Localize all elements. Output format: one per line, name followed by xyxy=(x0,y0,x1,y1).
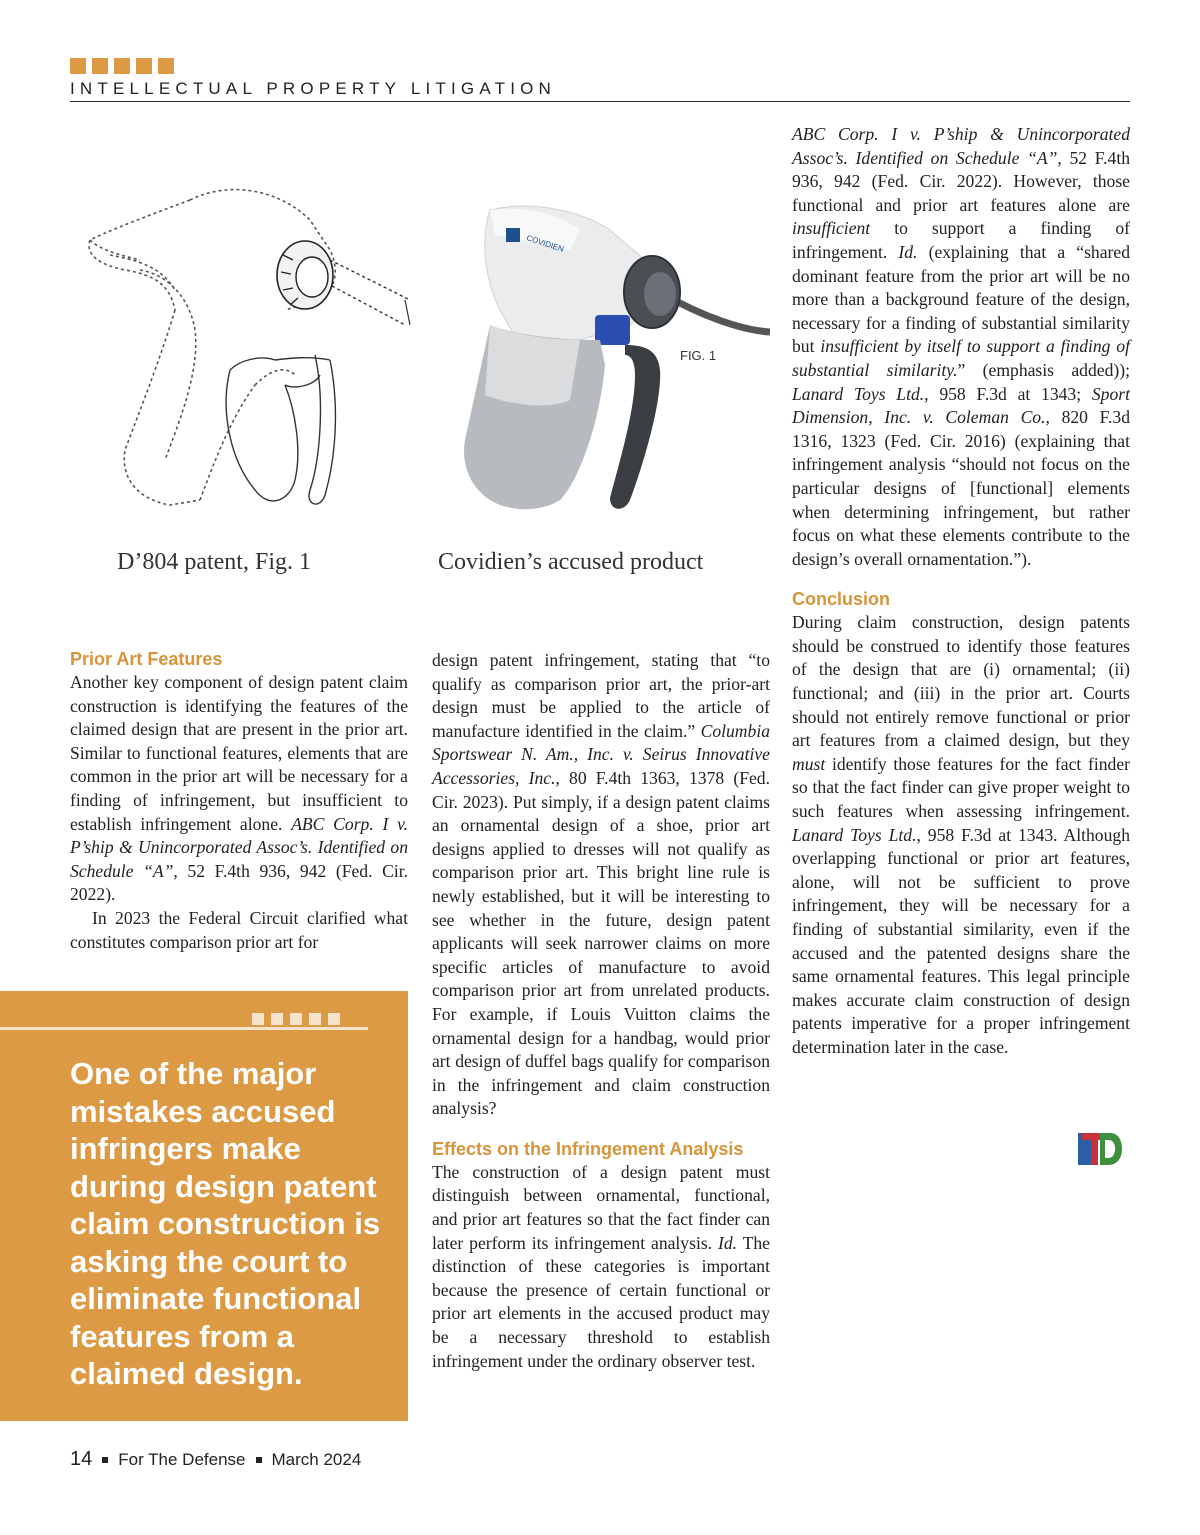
text-run: Another key component of design patent claim construction is identifying the features of the claimed design that are present in the prior art. Similar to functional features, elements that are common in the prior art will be necessary for a finding of infringement, but insufficient to establish infringement alone. xyxy=(70,672,408,834)
text-run: , 52 F.4th 936, 942 (Fed. Cir. 2022). xyxy=(70,860,408,905)
emphasis: must xyxy=(792,753,826,774)
column-1 xyxy=(70,647,408,954)
text-run: (explaining that a “shared dominant feature from the prior art will be no more than a background feature of the design, necessary for a finding of substantial similarity but xyxy=(792,241,1131,357)
text-run: During claim construction, design patents should be construed to identify those features of the design that are (i) ornamental; (ii) functional; and (iii) in the prior art. Courts should not entirely remove functional or prior art features from a claimed design, but they xyxy=(792,612,1130,751)
pull-quote-square xyxy=(252,1013,264,1025)
case-citation: ABC Corp. I v. P’ship & Unincorporated Assoc’s. Identified on Schedule “A” xyxy=(70,813,408,881)
case-citation: Sport Dimension, Inc. v. Coleman Co. xyxy=(792,383,1131,428)
header-square xyxy=(92,58,108,74)
pull-quote-square xyxy=(328,1013,340,1025)
footer-bullet xyxy=(102,1457,108,1463)
product-brand-label: COVIDIEN xyxy=(525,233,565,254)
footer-bullet xyxy=(256,1457,262,1463)
page-footer xyxy=(70,1448,361,1471)
col2-paragraph-1 xyxy=(432,649,770,1121)
column-2 xyxy=(432,649,770,1373)
text-run: ” (emphasis added)); xyxy=(957,359,1130,380)
pull-quote-square xyxy=(271,1013,283,1025)
header-square xyxy=(158,58,174,74)
text-run: , 958 F.3d at 1343. Although overlapping functional or prior art features, alone, will not be sufficient to prove infringement, they will be necessary for a finding of substantial similarity, even if the accused and the patented designs share the same ornamental features. This legal principle makes accurate claim construction of design patents imperative for a proper infringement determination later in the case. xyxy=(792,824,1130,1057)
header-square xyxy=(136,58,152,74)
emphasis: insufficient xyxy=(792,218,871,239)
column-3 xyxy=(792,123,1130,1060)
col1-paragraph-1 xyxy=(70,671,408,907)
col3-paragraph-2 xyxy=(792,611,1130,1059)
case-citation: Id. xyxy=(898,241,918,262)
case-citation: Columbia Sportswear N. Am., Inc. v. Seirus Innovative Accessories, Inc. xyxy=(432,720,770,788)
pull-quote-text: One of the major mistakes accused infringers make during design patent claim construction is asking the court to eliminate functional features from a claimed design. xyxy=(70,1056,381,1391)
text-run: to support a finding of infringement. xyxy=(792,218,1130,262)
pull-quote-squares xyxy=(252,1013,340,1025)
section-title: INTELLECTUAL PROPERTY LITIGATION xyxy=(70,79,557,98)
emphasis: insufficient by itself to support a finding of substantial similarity. xyxy=(792,336,1130,380)
page-number: 14 xyxy=(70,1448,93,1470)
pull-quote-rule xyxy=(0,1027,368,1030)
text-run: The distinction of these categories is important because the presence of certain functional or prior art elements in the accused product may be a necessary threshold to establish infringement under the ordinary observer test. xyxy=(432,1232,770,1371)
case-citation: ABC Corp. I v. P’ship & Unincorporated Assoc’s. Identified on Schedule “A” xyxy=(792,124,1130,168)
col1-paragraph-2: In 2023 the Federal Circuit clarified what constitutes comparison prior art for xyxy=(70,907,408,952)
effects-heading: Effects on the Infringement Analysis xyxy=(432,1138,744,1159)
pull-quote-square xyxy=(290,1013,302,1025)
case-citation: Id. xyxy=(718,1232,738,1253)
prior-art-heading: Prior Art Features xyxy=(70,649,223,669)
text-run: , 820 F.3d 1316, 1323 (Fed. Cir. 2016) (explaining that infringement analysis “should not focus on the particular designs of [functional] elements when determining infringement, but rather focus on what these elements contribute to the design’s overall ornamentation.”). xyxy=(792,407,1130,569)
publication-name: For The Defense xyxy=(118,1449,246,1469)
fig-label: FIG. 1 xyxy=(680,348,717,363)
pull-quote-square xyxy=(309,1013,321,1025)
conclusion-heading: Conclusion xyxy=(792,589,890,610)
left-figure-caption: D’804 patent, Fig. 1 xyxy=(117,549,311,575)
header-square xyxy=(70,58,86,74)
header-rule xyxy=(70,101,1130,102)
text-run: identify those features for the fact finder so that the fact finder can give proper weight to such features when assessing infringement. xyxy=(792,753,1130,822)
col2-paragraph-2 xyxy=(432,1161,770,1373)
col3-paragraph-1 xyxy=(792,123,1130,571)
case-citation: Lanard Toys Ltd. xyxy=(792,383,925,404)
right-figure-caption: Covidien’s accused product xyxy=(438,549,704,575)
accused-product-figure xyxy=(430,200,770,550)
text-run: , 52 F.4th 936, 942 (Fed. Cir. 2022). However, those functional and prior art features alone are xyxy=(792,147,1130,215)
ftd-logo-icon xyxy=(1078,1131,1122,1167)
case-citation: Lanard Toys Ltd. xyxy=(792,824,917,845)
patent-drawing-figure xyxy=(80,160,420,550)
text-run: , 80 F.4th 1363, 1378 (Fed. Cir. 2023). Put simply, if a design patent claims an ornamental design of a shoe, prior art designs applied to dresses will not qualify as comparison prior art. This bright line rule is newly established, but it will be interesting to see whether in the future, design patent applicants will seek narrower claims on more specific articles of manufacture to avoid comparison prior art from unrelated products. For example, if Louis Vuitton claims the ornamental design for a handbag, would prior art design of duffel bags qualify for comparison in the infringement and claim construction analysis? xyxy=(432,767,770,1119)
pull-quote-box xyxy=(0,991,408,1421)
text-run: design patent infringement, stating that “to qualify as comparison prior art, the prior-art design must be applied to the article of manufacture identified in the claim.” xyxy=(432,650,770,741)
text-run: , 958 F.3d at 1343; xyxy=(924,383,1092,404)
header-square xyxy=(114,58,130,74)
text-run: The construction of a design patent must distinguish between ornamental, functional, and prior art features so that the fact finder can later perform its infringement analysis. xyxy=(432,1161,770,1253)
header-squares xyxy=(70,58,174,74)
issue-date: March 2024 xyxy=(271,1449,362,1469)
